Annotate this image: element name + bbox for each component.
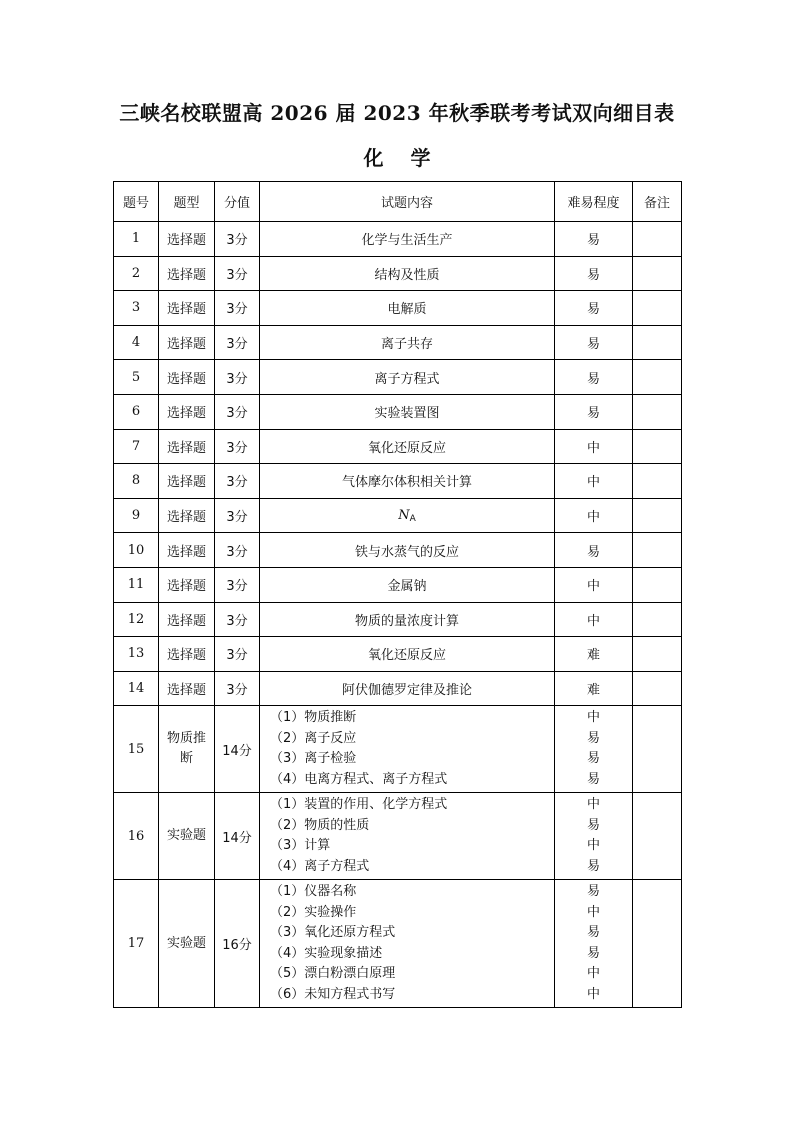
subject-title: 化 学 (363, 146, 441, 170)
question-type: 选择题 (159, 533, 215, 568)
question-content (260, 793, 555, 880)
question-number: 10 (114, 533, 159, 568)
question-note (633, 394, 682, 429)
table-row (114, 706, 682, 793)
content-line: （4）离子方程式 (270, 858, 370, 874)
content-line: （4）实验现象描述 (270, 945, 383, 961)
header-difficulty: 难易程度 (555, 182, 633, 222)
question-score: 3分 (215, 291, 260, 326)
question-number: 1 (114, 222, 159, 257)
question-type: 选择题 (159, 498, 215, 533)
question-number: 4 (114, 325, 159, 360)
table-row (114, 291, 682, 326)
question-score: 3分 (215, 325, 260, 360)
question-score: 3分 (215, 464, 260, 499)
question-type: 选择题 (159, 256, 215, 291)
table-row (114, 222, 682, 257)
question-number: 5 (114, 360, 159, 395)
question-note (633, 291, 682, 326)
question-note (633, 429, 682, 464)
question-type: 选择题 (159, 394, 215, 429)
difficulty-line: 易 (586, 817, 600, 833)
question-content (260, 498, 555, 533)
difficulty-line: 中 (586, 966, 600, 982)
difficulty-line: 中 (586, 986, 600, 1002)
difficulty-line: 易 (586, 730, 600, 746)
question-content: 化学与生活生产 (260, 222, 555, 257)
table-row (114, 602, 682, 637)
question-difficulty: 易 (555, 222, 633, 257)
table-row (114, 637, 682, 672)
question-type: 选择题 (159, 429, 215, 464)
question-difficulty: 易 (555, 325, 633, 360)
question-type: 选择题 (159, 567, 215, 602)
content-line: （2）离子反应 (270, 730, 357, 746)
content-line: （3）离子检验 (270, 751, 357, 767)
question-score: 14分 (215, 793, 260, 880)
question-content: 结构及性质 (260, 256, 555, 291)
content-line: （5）漂白粉漂白原理 (270, 966, 396, 982)
question-score: 3分 (215, 637, 260, 672)
content-line: （1）物质推断 (270, 710, 357, 726)
question-score: 3分 (215, 671, 260, 706)
question-difficulty: 易 (555, 256, 633, 291)
difficulty-line: 易 (586, 751, 600, 767)
question-type: 实验题 (159, 880, 215, 1008)
table-row (114, 394, 682, 429)
table-header-row (114, 182, 682, 222)
question-score: 16分 (215, 880, 260, 1008)
question-difficulty: 难 (555, 671, 633, 706)
difficulty-line: 易 (586, 925, 600, 941)
question-content: 实验装置图 (260, 394, 555, 429)
question-content: 氧化还原反应 (260, 429, 555, 464)
question-score: 3分 (215, 256, 260, 291)
question-difficulty: 易 (555, 533, 633, 568)
question-number: 11 (114, 567, 159, 602)
question-number: 14 (114, 671, 159, 706)
question-content: 物质的量浓度计算 (260, 602, 555, 637)
question-note (633, 360, 682, 395)
table-row (114, 793, 682, 880)
header-score: 分值 (215, 182, 260, 222)
question-content: 离子方程式 (260, 360, 555, 395)
content-line: （4）电离方程式、离子方程式 (270, 771, 448, 787)
question-number: 3 (114, 291, 159, 326)
header-type: 题型 (159, 182, 215, 222)
table-row (114, 533, 682, 568)
question-type: 实验题 (159, 793, 215, 880)
question-content (260, 706, 555, 793)
question-number: 8 (114, 464, 159, 499)
difficulty-line: 中 (586, 904, 600, 920)
question-score: 3分 (215, 429, 260, 464)
question-content: 气体摩尔体积相关计算 (260, 464, 555, 499)
question-difficulty: 中 (555, 602, 633, 637)
question-note (633, 793, 682, 880)
question-number: 7 (114, 429, 159, 464)
difficulty-line: 中 (586, 838, 600, 854)
question-number: 6 (114, 394, 159, 429)
question-type: 选择题 (159, 291, 215, 326)
table-row (114, 498, 682, 533)
question-score: 14分 (215, 706, 260, 793)
question-number: 17 (114, 880, 159, 1008)
detail-table (113, 181, 682, 1008)
difficulty-line: 中 (586, 710, 600, 726)
header-content: 试题内容 (260, 182, 555, 222)
question-difficulty: 难 (555, 637, 633, 672)
difficulty-line: 易 (586, 884, 600, 900)
question-note (633, 706, 682, 793)
question-score: 3分 (215, 602, 260, 637)
question-type: 选择题 (159, 464, 215, 499)
document-title: 三峡名校联盟高 2026 届 2023 年秋季联考考试双向细目表 (119, 101, 675, 125)
question-note (633, 567, 682, 602)
content-line: （3）计算 (270, 838, 331, 854)
content-symbol: N (398, 507, 410, 523)
question-score: 3分 (215, 498, 260, 533)
header-note: 备注 (633, 182, 682, 222)
question-content: 电解质 (260, 291, 555, 326)
table-row (114, 429, 682, 464)
question-type: 物质推断 (159, 706, 215, 793)
question-content: 金属钠 (260, 567, 555, 602)
question-number: 16 (114, 793, 159, 880)
table-row (114, 464, 682, 499)
table-row (114, 325, 682, 360)
question-content (260, 880, 555, 1008)
question-content: 铁与水蒸气的反应 (260, 533, 555, 568)
question-score: 3分 (215, 222, 260, 257)
question-note (633, 671, 682, 706)
content-line: （6）未知方程式书写 (270, 986, 396, 1002)
question-note (633, 602, 682, 637)
question-difficulty (555, 880, 633, 1008)
difficulty-line: 易 (586, 771, 600, 787)
difficulty-line: 易 (586, 945, 600, 961)
question-type: 选择题 (159, 637, 215, 672)
table-row (114, 567, 682, 602)
difficulty-line: 中 (586, 797, 600, 813)
question-difficulty: 易 (555, 360, 633, 395)
question-difficulty: 中 (555, 498, 633, 533)
question-note (633, 256, 682, 291)
question-number: 9 (114, 498, 159, 533)
question-type: 选择题 (159, 360, 215, 395)
table-row (114, 256, 682, 291)
question-difficulty (555, 793, 633, 880)
question-note (633, 637, 682, 672)
question-type: 选择题 (159, 671, 215, 706)
question-score: 3分 (215, 394, 260, 429)
question-difficulty: 中 (555, 464, 633, 499)
question-type: 选择题 (159, 325, 215, 360)
question-difficulty: 易 (555, 394, 633, 429)
question-difficulty: 易 (555, 291, 633, 326)
question-score: 3分 (215, 567, 260, 602)
question-difficulty: 中 (555, 567, 633, 602)
content-line: （1）装置的作用、化学方程式 (270, 797, 448, 813)
question-content: 氧化还原反应 (260, 637, 555, 672)
question-note (633, 533, 682, 568)
table-row (114, 360, 682, 395)
difficulty-line: 易 (586, 858, 600, 874)
question-number: 15 (114, 706, 159, 793)
question-note (633, 498, 682, 533)
table-row (114, 671, 682, 706)
question-type: 选择题 (159, 222, 215, 257)
question-note (633, 222, 682, 257)
question-note (633, 464, 682, 499)
question-number: 2 (114, 256, 159, 291)
question-difficulty (555, 706, 633, 793)
question-note (633, 880, 682, 1008)
content-subscript: A (409, 513, 416, 524)
content-line: （2）实验操作 (270, 904, 357, 920)
question-score: 3分 (215, 533, 260, 568)
question-content: 离子共存 (260, 325, 555, 360)
question-type: 选择题 (159, 602, 215, 637)
content-line: （2）物质的性质 (270, 817, 370, 833)
question-note (633, 325, 682, 360)
question-number: 13 (114, 637, 159, 672)
content-line: （3）氧化还原方程式 (270, 925, 396, 941)
question-number: 12 (114, 602, 159, 637)
content-line: （1）仪器名称 (270, 884, 357, 900)
question-difficulty: 中 (555, 429, 633, 464)
question-content: 阿伏伽德罗定律及推论 (260, 671, 555, 706)
header-no: 题号 (114, 182, 159, 222)
table-row (114, 880, 682, 1008)
question-score: 3分 (215, 360, 260, 395)
